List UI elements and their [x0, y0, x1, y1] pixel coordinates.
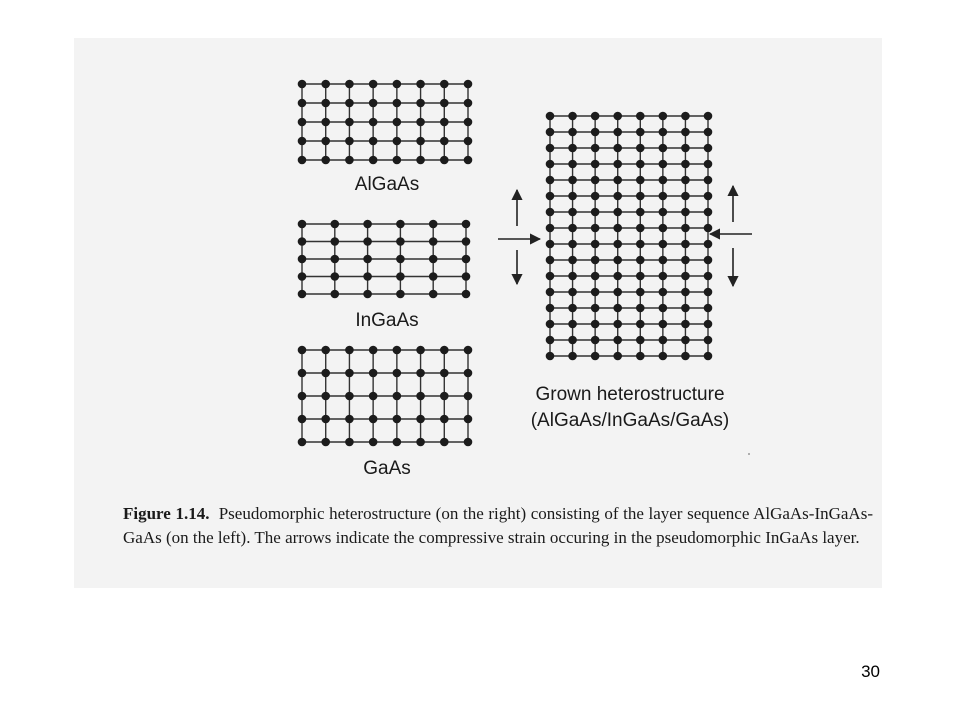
lattice-atom [416, 156, 425, 165]
lattice-atom [636, 336, 645, 345]
lattice-atom [636, 320, 645, 329]
lattice-atom [546, 272, 555, 281]
lattice-atom [613, 288, 622, 297]
lattice-atom [681, 320, 690, 329]
lattice-atom [591, 112, 600, 121]
lattice-atom [429, 220, 438, 229]
lattice-atom [704, 128, 713, 137]
lattice-atom [321, 369, 330, 378]
lattice-atom [345, 80, 354, 89]
lattice-atom [613, 112, 622, 121]
lattice-atom [659, 304, 668, 313]
lattice-atom [546, 160, 555, 169]
lattice-atom [704, 336, 713, 345]
lattice-atom [363, 290, 372, 299]
lattice-atom [546, 112, 555, 121]
lattice-atom [321, 156, 330, 165]
lattice-atom [568, 160, 577, 169]
lattice-atom [440, 346, 449, 355]
lattice-atom [363, 272, 372, 281]
lattice-atom [568, 192, 577, 201]
lattice-atom [704, 176, 713, 185]
lattice-atom [681, 304, 690, 313]
lattice-atom [704, 256, 713, 265]
gaas-label: GaAs [363, 458, 411, 479]
lattice-atom [462, 220, 471, 229]
lattice-atom [704, 272, 713, 281]
lattice-atom [369, 137, 378, 146]
lattice-atom [298, 255, 307, 264]
lattice-atom [464, 118, 473, 127]
algaas-lattice [298, 80, 473, 165]
lattice-atom [416, 392, 425, 401]
lattice-atom [591, 128, 600, 137]
lattice-atom [298, 438, 307, 447]
lattice-atom [568, 240, 577, 249]
lattice-atom [298, 290, 307, 299]
lattice-atom [440, 99, 449, 108]
lattice-atom [440, 369, 449, 378]
lattice-atom [659, 144, 668, 153]
lattice-atom [704, 112, 713, 121]
lattice-atom [681, 192, 690, 201]
lattice-atom [298, 272, 307, 281]
lattice-atom [659, 352, 668, 361]
lattice-atom [416, 438, 425, 447]
lattice-atom [369, 80, 378, 89]
lattice-atom [321, 415, 330, 424]
lattice-atom [591, 176, 600, 185]
lattice-atom [321, 346, 330, 355]
lattice-atom [704, 240, 713, 249]
lattice-atom [546, 304, 555, 313]
lattice-atom [429, 255, 438, 264]
lattice-atom [416, 99, 425, 108]
lattice-atom [591, 160, 600, 169]
lattice-atom [393, 80, 402, 89]
lattice-atom [363, 237, 372, 246]
lattice-atom [613, 240, 622, 249]
lattice-atom [591, 256, 600, 265]
lattice-atom [429, 290, 438, 299]
figure-caption [123, 502, 873, 550]
lattice-atom [546, 320, 555, 329]
lattice-atom [345, 438, 354, 447]
lattice-atom [429, 237, 438, 246]
lattice-atom [568, 288, 577, 297]
lattice-atom [393, 137, 402, 146]
lattice-atom [464, 438, 473, 447]
figure-caption-text: Pseudomorphic heterostructure (on the right) consisting of the layer sequence AlGaAs-InGaAs-GaAs (on the left). The arrows indicate the compressive strain occuring in the pseudomorphic InGaAs layer. [123, 504, 873, 547]
lattice-atom [546, 256, 555, 265]
lattice-atom [591, 224, 600, 233]
lattice-atom [613, 256, 622, 265]
lattice-atom [396, 272, 405, 281]
lattice-atom [681, 336, 690, 345]
lattice-atom [636, 256, 645, 265]
lattice-atom [363, 255, 372, 264]
lattice-atom [636, 112, 645, 121]
lattice-atom [591, 288, 600, 297]
lattice-atom [298, 156, 307, 165]
lattice-atom [568, 320, 577, 329]
lattice-atom [345, 118, 354, 127]
heterostructure-lattice [546, 112, 713, 361]
lattice-atom [659, 272, 668, 281]
lattice-atom [393, 346, 402, 355]
lattice-atom [416, 415, 425, 424]
lattice-atom [440, 156, 449, 165]
lattice-atom [331, 272, 340, 281]
lattice-atom [546, 128, 555, 137]
lattice-atom [613, 320, 622, 329]
lattice-atom [464, 415, 473, 424]
figure-number: Figure 1.14. [123, 504, 210, 523]
lattice-atom [464, 156, 473, 165]
lattice-atom [704, 192, 713, 201]
lattice-atom [396, 220, 405, 229]
lattice-atom [568, 304, 577, 313]
lattice-atom [613, 208, 622, 217]
lattice-atom [369, 369, 378, 378]
lattice-atom [416, 80, 425, 89]
lattice-atom [704, 320, 713, 329]
lattice-atom [591, 208, 600, 217]
lattice-atom [704, 352, 713, 361]
lattice-atom [321, 438, 330, 447]
lattice-atom [659, 336, 668, 345]
lattice-atom [345, 392, 354, 401]
lattice-atom [298, 369, 307, 378]
lattice-atom [568, 352, 577, 361]
lattice-atom [298, 80, 307, 89]
lattice-atom [568, 144, 577, 153]
lattice-atom [440, 392, 449, 401]
lattice-atom [546, 288, 555, 297]
lattice-atom [613, 192, 622, 201]
lattice-atom [396, 290, 405, 299]
lattice-atom [393, 118, 402, 127]
algaas-label: AlGaAs [354, 174, 420, 195]
lattice-atom [636, 224, 645, 233]
lattice-atom [613, 352, 622, 361]
lattice-atom [636, 272, 645, 281]
lattice-atom [331, 290, 340, 299]
lattice-atom [681, 256, 690, 265]
lattice-atom [546, 224, 555, 233]
lattice-atom [681, 272, 690, 281]
lattice-atom [636, 176, 645, 185]
lattice-atom [321, 80, 330, 89]
lattice-atom [591, 240, 600, 249]
lattice-atom [613, 160, 622, 169]
lattice-atom [462, 237, 471, 246]
lattice-atom [369, 118, 378, 127]
lattice-atom [369, 438, 378, 447]
lattice-atom [429, 272, 438, 281]
lattice-atom [613, 224, 622, 233]
lattice-atom [591, 192, 600, 201]
lattice-atom [396, 237, 405, 246]
lattice-atom [704, 160, 713, 169]
lattice-atom [345, 156, 354, 165]
lattice-atom [440, 415, 449, 424]
lattice-atom [636, 144, 645, 153]
lattice-atom [321, 392, 330, 401]
lattice-atom [462, 255, 471, 264]
lattice-atom [331, 237, 340, 246]
lattice-atom [331, 220, 340, 229]
lattice-atom [546, 208, 555, 217]
lattice-atom [396, 255, 405, 264]
lattice-atom [321, 99, 330, 108]
lattice-atom [659, 240, 668, 249]
lattice-atom [345, 415, 354, 424]
lattice-atom [298, 137, 307, 146]
lattice-atom [369, 415, 378, 424]
lattice-atom [636, 160, 645, 169]
lattice-atom [464, 137, 473, 146]
ingaas-label: InGaAs [355, 310, 419, 331]
lattice-atom [546, 192, 555, 201]
lattice-atom [464, 369, 473, 378]
lattice-atom [393, 369, 402, 378]
lattice-atom [416, 118, 425, 127]
lattice-atom [464, 346, 473, 355]
lattice-atom [331, 255, 340, 264]
lattice-atom [464, 80, 473, 89]
lattice-atom [704, 208, 713, 217]
lattice-atom [591, 272, 600, 281]
lattice-atom [681, 352, 690, 361]
lattice-atom [345, 137, 354, 146]
lattice-atom [636, 352, 645, 361]
lattice-atom [681, 240, 690, 249]
lattice-atom [613, 336, 622, 345]
lattice-atom [464, 99, 473, 108]
lattice-atom [613, 144, 622, 153]
lattice-atom [704, 304, 713, 313]
lattice-atom [704, 144, 713, 153]
lattice-atom [591, 304, 600, 313]
lattice-atom [659, 224, 668, 233]
lattice-atom [568, 256, 577, 265]
gaas-lattice [298, 346, 473, 447]
lattice-atom [393, 99, 402, 108]
lattice-atom [440, 137, 449, 146]
lattice-atom [298, 346, 307, 355]
lattice-atom [546, 336, 555, 345]
page-number: 30 [861, 662, 880, 681]
lattice-atom [298, 392, 307, 401]
lattice-atom [613, 304, 622, 313]
lattice-atom [704, 288, 713, 297]
lattice-atom [613, 272, 622, 281]
lattice-atom [298, 220, 307, 229]
lattice-atom [681, 288, 690, 297]
lattice-atom [393, 438, 402, 447]
lattice-atom [659, 160, 668, 169]
lattice-atom [416, 369, 425, 378]
lattice-atom [393, 392, 402, 401]
lattice-atom [416, 137, 425, 146]
lattice-atom [613, 176, 622, 185]
lattice-atom [568, 224, 577, 233]
lattice-atom [416, 346, 425, 355]
lattice-atom [464, 392, 473, 401]
scan-speck [748, 453, 750, 455]
lattice-atom [546, 144, 555, 153]
lattice-atom [568, 112, 577, 121]
lattice-atom [659, 320, 668, 329]
lattice-atom [636, 128, 645, 137]
lattice-atom [591, 336, 600, 345]
lattice-atom [659, 288, 668, 297]
lattice-atom [636, 192, 645, 201]
lattice-atom [681, 160, 690, 169]
lattice-atom [546, 352, 555, 361]
lattice-atom [681, 144, 690, 153]
lattice-atom [704, 224, 713, 233]
lattice-atom [568, 128, 577, 137]
lattice-atom [591, 320, 600, 329]
lattice-atom [568, 272, 577, 281]
lattice-atom [659, 192, 668, 201]
lattice-atom [321, 137, 330, 146]
lattice-atom [345, 369, 354, 378]
lattice-atom [298, 118, 307, 127]
lattice-atom [440, 438, 449, 447]
lattice-atom [591, 144, 600, 153]
lattice-atom [568, 176, 577, 185]
lattice-atom [613, 128, 622, 137]
lattice-atom [659, 112, 668, 121]
lattice-atom [591, 352, 600, 361]
lattice-atom [568, 336, 577, 345]
heterostructure-label-line2: (AlGaAs/InGaAs/GaAs) [530, 410, 730, 431]
lattice-atom [321, 118, 330, 127]
lattice-atom [393, 156, 402, 165]
lattice-atom [659, 256, 668, 265]
lattice-atom [369, 346, 378, 355]
lattice-atom [462, 272, 471, 281]
lattice-atom [369, 99, 378, 108]
lattice-atom [659, 208, 668, 217]
lattice-atom [546, 240, 555, 249]
lattice-atom [440, 80, 449, 89]
lattice-atom [298, 415, 307, 424]
lattice-atom [369, 392, 378, 401]
lattice-atom [440, 118, 449, 127]
lattice-atom [393, 415, 402, 424]
lattice-atom [636, 288, 645, 297]
lattice-atom [636, 208, 645, 217]
lattice-atom [298, 237, 307, 246]
lattice-atom [681, 112, 690, 121]
lattice-atom [462, 290, 471, 299]
lattice-atom [345, 99, 354, 108]
lattice-atom [369, 156, 378, 165]
heterostructure-label-line1: Grown heterostructure [535, 384, 725, 405]
lattice-atom [636, 304, 645, 313]
lattice-atom [659, 176, 668, 185]
lattice-atom [636, 240, 645, 249]
lattice-atom [345, 346, 354, 355]
lattice-atom [681, 224, 690, 233]
lattice-atom [298, 99, 307, 108]
lattice-atom [568, 208, 577, 217]
lattice-atom [363, 220, 372, 229]
lattice-atom [546, 176, 555, 185]
lattice-atom [681, 128, 690, 137]
lattice-atom [681, 208, 690, 217]
lattice-atom [681, 176, 690, 185]
ingaas-lattice [298, 220, 471, 299]
lattice-atom [659, 128, 668, 137]
